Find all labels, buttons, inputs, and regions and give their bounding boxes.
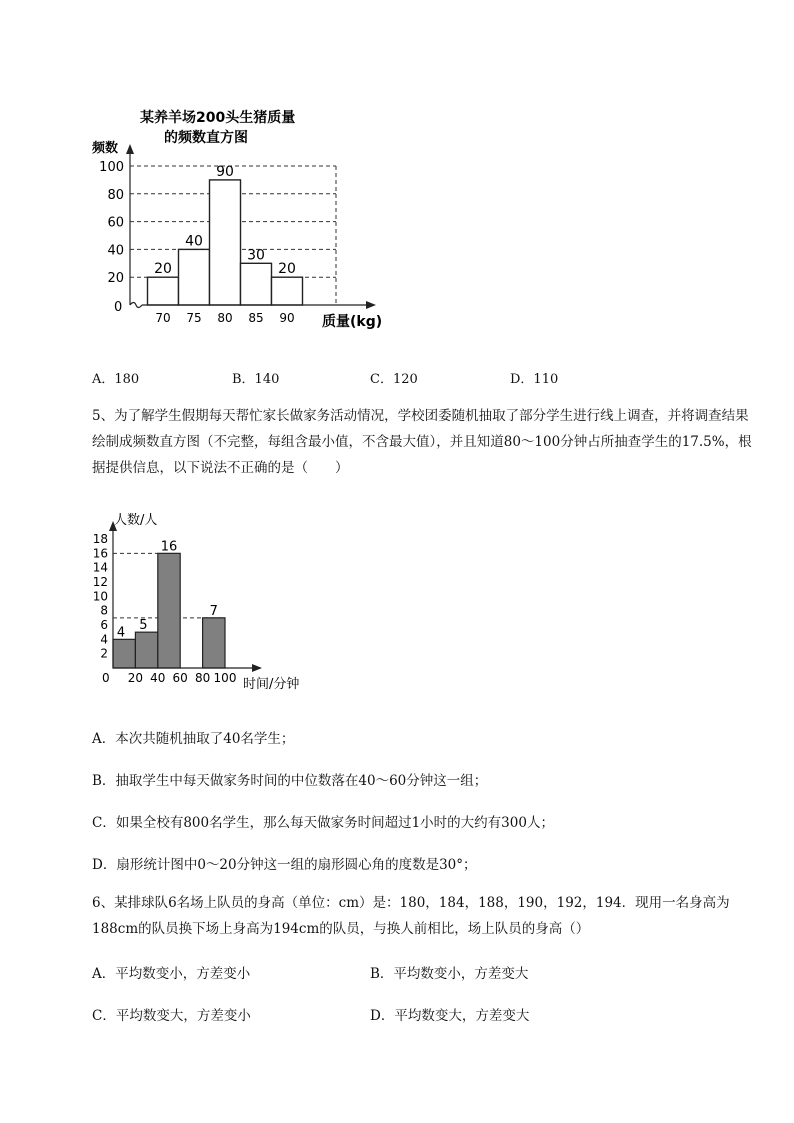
chart2-x-tick-label: 40 (150, 671, 166, 685)
chart1-bar (148, 277, 179, 305)
chart1-y-arrow (126, 144, 134, 154)
chart1-bar-label: 20 (154, 261, 172, 278)
chart1-bar-label: 40 (185, 233, 203, 250)
chart1-y-tick-label: 60 (107, 215, 124, 231)
chart1-bar-label: 30 (247, 247, 265, 264)
chart2-bar-label: 4 (116, 625, 126, 641)
chart1-x-tick-label: 90 (279, 311, 295, 325)
q6-option-b: B．平均数变小，方差变大 (370, 966, 529, 982)
chart1-x-tick-label: 85 (248, 311, 264, 325)
chart2-ylabel: 人数/人 (114, 513, 158, 528)
chart2-x-arrow (252, 664, 262, 672)
chart2-bar-label: 7 (209, 603, 218, 619)
chart1-x-arrow (366, 301, 376, 309)
q4-option-c: C．120 (370, 372, 418, 387)
chart1-x-tick-label: 80 (217, 311, 233, 325)
q5-stem: 5、为了解学生假期每天帮忙家长做家务活动情况，学校团委随机抽取了部分学生进行线上调查，并将调查结果绘制成频数直方图（不完整，每组含最小值，不含最大值），并且知道80～100分钟占所抽查学生的17.5%，根据提供信息，以下说法不正确的是（ ） (92, 408, 752, 476)
chart2-bar (135, 632, 157, 668)
chart1-bar (179, 249, 210, 305)
chart2-y-tick-label: 8 (100, 603, 108, 618)
chart2-bar-label: 5 (139, 618, 148, 634)
chart2-x-tick-label: 80 (194, 671, 211, 685)
chart1-x-tick-label: 70 (155, 311, 171, 325)
chart2-y-tick-label: 16 (92, 546, 108, 561)
chart1-bar-label: 90 (216, 163, 234, 180)
chart1-ylabel: 频数 (92, 141, 119, 156)
histogram-sheep-mass (88, 100, 398, 340)
q5-option-d: D．扇形统计图中0～20分钟这一组的扇形圆心角的度数是30°； (92, 857, 477, 873)
chart2-xlabel: 时间/分钟 (243, 677, 300, 692)
histogram-housework-time (88, 505, 318, 700)
chart2-x-tick-label: 20 (127, 671, 144, 685)
chart1-bar (272, 277, 303, 305)
chart1-y-tick-label: 80 (107, 187, 124, 203)
chart2-x-tick-label: 100 (213, 671, 237, 685)
chart1-xlabel: 质量(kg) (322, 314, 383, 330)
chart2-y-tick-label: 2 (100, 646, 108, 661)
chart1-x-tick-label: 75 (186, 311, 202, 325)
q5-option-a: A．本次共随机抽取了40名学生； (92, 731, 295, 747)
chart2-bar (158, 553, 180, 668)
q4-option-b: B．140 (232, 372, 280, 387)
chart1-y-tick-label: 100 (99, 160, 124, 175)
chart2-y-tick-label: 10 (92, 589, 108, 604)
chart2-y-tick-label: 14 (92, 560, 108, 575)
chart2-bar (113, 639, 135, 668)
chart1-bar-label: 20 (278, 261, 296, 278)
chart1-title-line1: 某养羊场200头生猪质量 (140, 110, 296, 126)
q6-option-d: D．平均数变大，方差变大 (370, 1008, 530, 1024)
q6-stem: 6、某排球队6名场上队员的身高（单位：cm）是：180，184，188，190，192，194．现用一名身高为188cm的队员换下场上身高为194cm的队员，与换人前相比，场上队员的身高（） (92, 895, 730, 937)
chart1-bar (241, 263, 272, 305)
chart2-origin: 0 (102, 671, 110, 685)
q6-option-c: C．平均数变大，方差变小 (92, 1008, 251, 1024)
q5-option-b: B．抽取学生中每天做家务时间的中位数落在40～60分钟这一组； (92, 773, 488, 789)
q4-option-a: A．180 (92, 372, 140, 387)
q6-option-a: A．平均数变小，方差变小 (92, 966, 251, 982)
chart1-y-tick-label: 40 (107, 243, 124, 259)
chart2-y-tick-label: 4 (100, 632, 108, 647)
chart2-y-tick-label: 6 (100, 618, 108, 632)
chart1-title-line2: 的频数直方图 (164, 130, 248, 146)
chart1-origin: 0 (114, 300, 123, 315)
chart2-y-tick-label: 18 (92, 532, 108, 546)
chart2-y-tick-label: 12 (92, 575, 108, 589)
q4-option-d: D．110 (510, 372, 559, 387)
q5-option-c: C．如果全校有800名学生，那么每天做家务时间超过1小时的大约有300人； (92, 815, 554, 831)
chart1-bar (210, 180, 241, 305)
chart1-axis-break (130, 303, 142, 308)
chart1-y-tick-label: 20 (107, 271, 124, 287)
chart2-x-tick-label: 60 (172, 671, 188, 685)
chart2-bar-label: 16 (160, 539, 178, 555)
chart2-bar (203, 618, 225, 668)
